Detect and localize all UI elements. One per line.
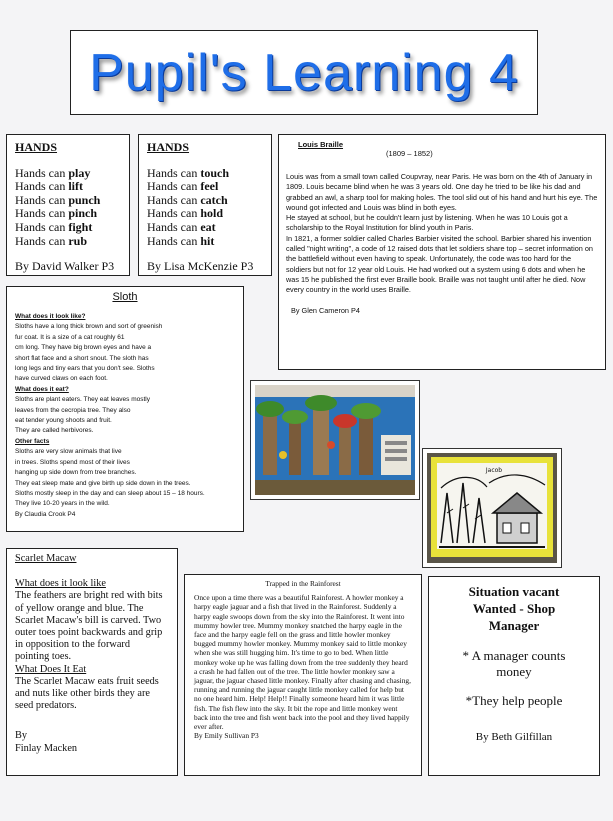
poem-line: Hands can rub	[15, 233, 88, 248]
hands-poem-david	[6, 134, 130, 276]
poem-author: By Lisa McKenzie P3	[147, 259, 254, 274]
report-by: By	[15, 730, 28, 742]
poem-line: Hands can play	[15, 165, 91, 180]
report-line: seed predators.	[15, 700, 77, 712]
report-line: long legs and tiny ears that you don't see. Sloths	[15, 365, 155, 373]
section-heading: What does it look like	[15, 578, 106, 590]
report-line: They are called herbivores.	[15, 427, 94, 435]
page-title: Pupil's Learning 4	[89, 43, 519, 102]
ad-point: * A manager counts	[462, 648, 566, 663]
poem-title: HANDS	[15, 140, 58, 154]
louis-braille-article	[278, 134, 606, 370]
report-line: in trees. Sloths spend most of their lives	[15, 458, 130, 466]
report-line: Scarlet Macaw's bill is carved. Two	[15, 614, 162, 626]
drawing-photo	[422, 448, 562, 568]
poem-line: Hands can touch	[147, 165, 229, 180]
poem-line: Hands can feel	[147, 179, 219, 194]
article-paragraph: In 1821, a former soldier called Charles Barbier visited the school. Barbier shared his invention called "night writing", a code of 12 raised dots that let soldiers share top – secret information on the battlefield without even having to speak. Unfortunately, the code was too hard for the soldiers but not for 12 year old Louis. He had worked out a system using 6 dots and when he was 15 he published the first ever Braille book. Braille was not taught until after he died. Now every country in the world uses Braille.	[286, 233, 593, 295]
article-header	[286, 140, 598, 158]
story-paragraph: Once upon a time there was a beautiful Rainforest. A howler monkey a harpy eagle jaguar and a fish that lived in the Rainforest. Suddenly a harpy eagle swoops down from the sky into the Rainforest. It went into mummy howler tree. Mummy monkey snatched the harpy eagle in the face and the harpy eagle fell on the grass and little howler monkey bugged mummy howler monkey. Mummy monkey said to little monkey when she was still hugging him. It's time to go to bed. When little monkey woke up he was falling down from the tree suddenly they heard a crash he had fallen out of the tree. The little howler monkey saw a jaguar, the jaguar chased little monkey. Finally after chasing and chasing, running and running the jaguar caught little monkey called for help but no one heard him. Help! Help!! Finally someone heard him it was little fish. The fish flew into the sky. It bit the rope and little monkey went back into the tree and fish went back into the pool and they lived happily ever after.	[194, 593, 411, 732]
rainforest-display-photo	[250, 380, 420, 500]
sloth-report	[6, 286, 244, 532]
title-banner	[70, 30, 538, 115]
report-line: hanging up side down from tree branches.	[15, 469, 137, 477]
black-white-drawing-image	[427, 453, 557, 563]
report-line: outer toes point backwards and grip	[15, 627, 163, 639]
report-line: Sloths are very slow animals that live	[15, 448, 122, 456]
poem-line: Hands can punch	[15, 192, 101, 207]
story-author: By Emily Sullivan P3	[194, 731, 259, 741]
report-author: Finlay Macken	[15, 742, 78, 754]
scarlet-macaw-report	[6, 548, 178, 776]
report-line: They live 10-20 years in the wild.	[15, 500, 110, 508]
story-body	[194, 593, 412, 731]
report-line: in opposition to the forward	[15, 639, 130, 651]
report-line: fur coat. It is a size of a cat roughly 61	[15, 333, 125, 341]
poem-line: Hands can hit	[147, 233, 215, 248]
ad-title-line: Wanted - Shop	[472, 601, 556, 616]
poem-line: Hands can catch	[147, 192, 228, 207]
report-line: They eat sleep mate and give birth up side down in the trees.	[15, 479, 191, 487]
poem-line: Hands can hold	[147, 206, 224, 221]
report-line: short flat face and a short snout. The sloth has	[15, 354, 149, 362]
section-heading: Other facts	[15, 437, 50, 445]
report-line: Sloths have a long thick brown and sort of greenish	[15, 323, 163, 331]
report-line: Sloths are plant eaters. They eat leaves mostly	[15, 396, 151, 404]
report-title: Sloth	[112, 291, 138, 303]
rainforest-display-image	[255, 385, 415, 495]
ad-point: money	[496, 664, 532, 679]
report-line: eat tender young shoots and fruit.	[15, 417, 112, 425]
rainforest-story	[184, 574, 422, 776]
article-paragraph: Louis was from a small town called Coupvray, near Paris. He was born on the 4th of January in 1809. Louis became blind when he was 3 years old. One day he tried to be like his dad and grabbed an awl, a sharp tool for making holes. The tool slid out of his hand and hurt his eye. The wound got infected and Louis was blind in both eyes.	[286, 172, 598, 212]
article-paragraph: He stayed at school, but he couldn't learn just by listening. When he was 10 Louis got a scholarship to the Royal Institution for blind youth in Paris.	[286, 213, 568, 233]
hands-poem-lisa	[138, 134, 272, 276]
section-heading: What Does It Eat	[15, 663, 87, 675]
report-line: cm long. They have big brown eyes and have a	[15, 344, 152, 352]
drawing-caption: Jacob	[485, 467, 503, 474]
poem-line: Hands can lift	[15, 179, 83, 194]
poem-author: By David Walker P3	[15, 259, 115, 274]
ad-author: By Beth Gilfillan	[475, 731, 553, 743]
article-dates: (1809 – 1852)	[386, 149, 433, 158]
report-line: of yellow orange and blue. The	[15, 602, 144, 614]
poem-title: HANDS	[147, 140, 190, 154]
section-heading: What does it look like?	[15, 313, 86, 320]
ad-point: *They help people	[465, 693, 563, 708]
report-title: Scarlet Macaw	[15, 553, 77, 564]
article-body	[286, 172, 598, 296]
report-line: leaves from the cecropia tree. They also	[15, 406, 131, 414]
report-line: have curved claws on each foot.	[15, 375, 108, 383]
article-title: Louis Braille	[298, 140, 344, 149]
article-author: By Glen Cameron P4	[291, 305, 360, 315]
report-line: and nuts like other birds they are	[15, 688, 150, 700]
report-line: The feathers are bright red with bits	[15, 590, 163, 602]
report-line: The Scarlet Macaw eats fruit seeds	[15, 675, 159, 687]
ad-title-line: Manager	[488, 618, 540, 633]
report-line: pointing toes.	[15, 651, 72, 663]
situation-vacant-ad	[428, 576, 600, 776]
poem-line: Hands can fight	[15, 219, 93, 234]
section-heading: What does it eat?	[15, 385, 69, 393]
story-title: Trapped in the Rainforest	[265, 579, 341, 588]
ad-title-line: Situation vacant	[468, 584, 560, 599]
report-line: Sloths mostly sleep in the day and can sleep about 15 – 18 hours.	[15, 489, 205, 497]
poem-line: Hands can eat	[147, 219, 216, 234]
poem-line: Hands can pinch	[15, 206, 98, 221]
report-author: By Claudia Crook P4	[15, 510, 76, 518]
